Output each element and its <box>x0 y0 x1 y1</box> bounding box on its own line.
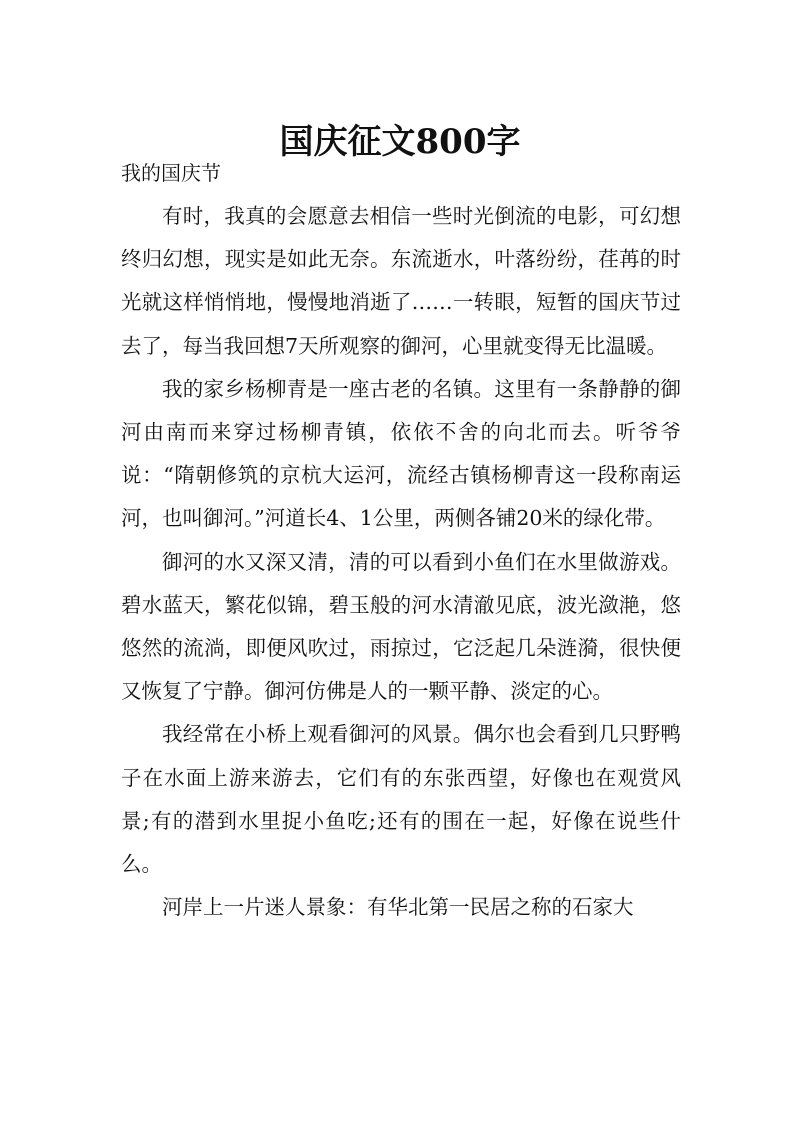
paragraph-3: 御河的水又深又清，清的可以看到小鱼们在水里做游戏。碧水蓝天，繁花似锦，碧玉般的河水清澈见底，波光潋滟，悠悠然的流淌，即便风吹过，雨掠过，它泛起几朵涟漪，很快便又恢复了宁静。御河仿佛是人的一颗平静、淡定的心。 <box>121 549 681 704</box>
document-title: 国庆征文800字 <box>279 121 521 162</box>
paragraph-4: 我经常在小桥上观看御河的风景。偶尔也会看到几只野鸭子在水面上游来游去，它们有的东张西望，好像也在观赏风景;有的潜到水里捉小鱼吃;还有的围在一起，好像在说些什么。 <box>121 722 681 877</box>
paragraph-5: 河岸上一片迷人景象：有华北第一民居之称的石家大 <box>162 895 634 920</box>
document-body <box>121 195 681 929</box>
paragraph-2: 我的家乡杨柳青是一座古老的名镇。这里有一条静静的御河由南而来穿过杨柳青镇，依依不舍的向北而去。听爷爷说：“隋朝修筑的京杭大运河，流经古镇杨柳青这一段称南运河，也叫御河。”河道长4、1公里，两侧各铺20米的绿化带。 <box>121 376 681 531</box>
paragraph-1: 有时，我真的会愿意去相信一些时光倒流的电影，可幻想终归幻想，现实是如此无奈。东流逝水，叶落纷纷，荏苒的时光就这样悄悄地，慢慢地消逝了……一转眼，短暂的国庆节过去了，每当我回想7天所观察的御河，心里就变得无比温暖。 <box>121 204 681 358</box>
document-subtitle: 我的国庆节 <box>121 161 221 185</box>
